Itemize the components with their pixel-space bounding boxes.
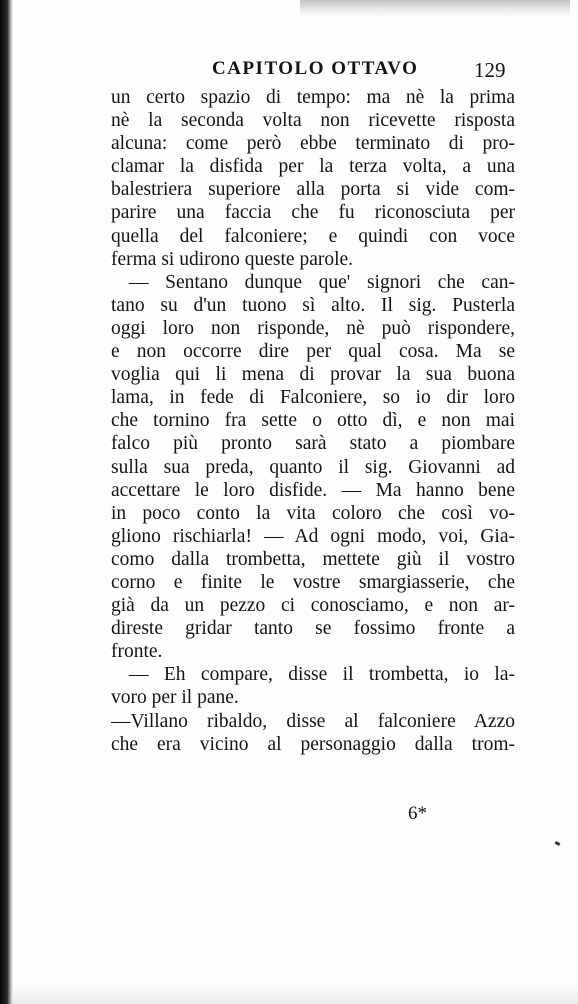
text-line: direste gridar tanto se fossimo fronte a	[111, 618, 515, 640]
text-line: che era vicino al personaggio dalla trom-	[111, 733, 515, 755]
text-line: — Sentano dunque que' signori che can-	[129, 271, 515, 293]
text-line: quella del falconiere; e quindi con voce	[111, 225, 515, 247]
text-line: in poco conto la vita coloro che così vo-	[111, 502, 515, 524]
text-line: un certo spazio di tempo: ma nè la prima	[111, 87, 515, 108]
page-number: 129	[474, 58, 506, 82]
scan-smudge	[300, 0, 570, 18]
text-line: sulla sua preda, quanto il sig. Giovanni ad	[111, 456, 515, 478]
text-line: già da un pezzo ci conosciamo, e non ar-	[111, 595, 515, 617]
text-line: parire una faccia che fu riconosciuta per	[111, 202, 515, 224]
signature-mark: 6*	[408, 803, 427, 824]
text-line: oggi loro non risponde, nè può rispondere,	[111, 317, 515, 339]
text-line: nè la seconda volta non ricevette risposta	[111, 110, 515, 132]
text-line: balestriera superiore alla porta si vide com-	[111, 179, 515, 201]
running-head	[0, 56, 578, 86]
binding-edge	[0, 0, 13, 1004]
text-line: lama, in fede di Falconiere, so io dir loro	[111, 387, 515, 409]
text-line: e non occorre dire per qual cosa. Ma se	[111, 341, 515, 363]
text-line: alcuna: come però ebbe terminato di pro-	[111, 133, 515, 155]
text-line: gliono rischiarla! — Ad ogni modo, voi, Gia-	[111, 525, 515, 547]
text-line: —Villano ribaldo, disse al falconiere Azzo	[111, 710, 515, 732]
text-line: fronte.	[111, 641, 163, 663]
text-line: ferma si udirono queste parole.	[111, 248, 354, 270]
text-line: accettare le loro disfide. — Ma hanno bene	[111, 479, 515, 501]
text-line: che tornino fra sette o otto dì, e non mai	[111, 410, 515, 432]
text-line: falco più pronto sarà stato a piombare	[111, 433, 515, 455]
ink-speck	[555, 841, 561, 846]
text-line: corno e finite le vostre smargiasserie, che	[111, 571, 515, 593]
text-line: clamar la disfida per la terza volta, a una	[111, 156, 515, 178]
text-line: voro per il pane.	[111, 687, 239, 709]
body-text	[111, 86, 515, 756]
page-bottom-edge	[13, 985, 578, 1004]
text-line: tano su d'un tuono sì alto. Il sig. Pusterla	[111, 294, 515, 316]
text-line: voglia qui li mena di provar la sua buona	[111, 364, 515, 386]
text-line: — Eh compare, disse il trombetta, io la-	[129, 664, 515, 686]
chapter-title: CAPITOLO OTTAVO	[212, 58, 419, 79]
text-line: como dalla trombetta, mettete giù il vostro	[111, 548, 515, 570]
